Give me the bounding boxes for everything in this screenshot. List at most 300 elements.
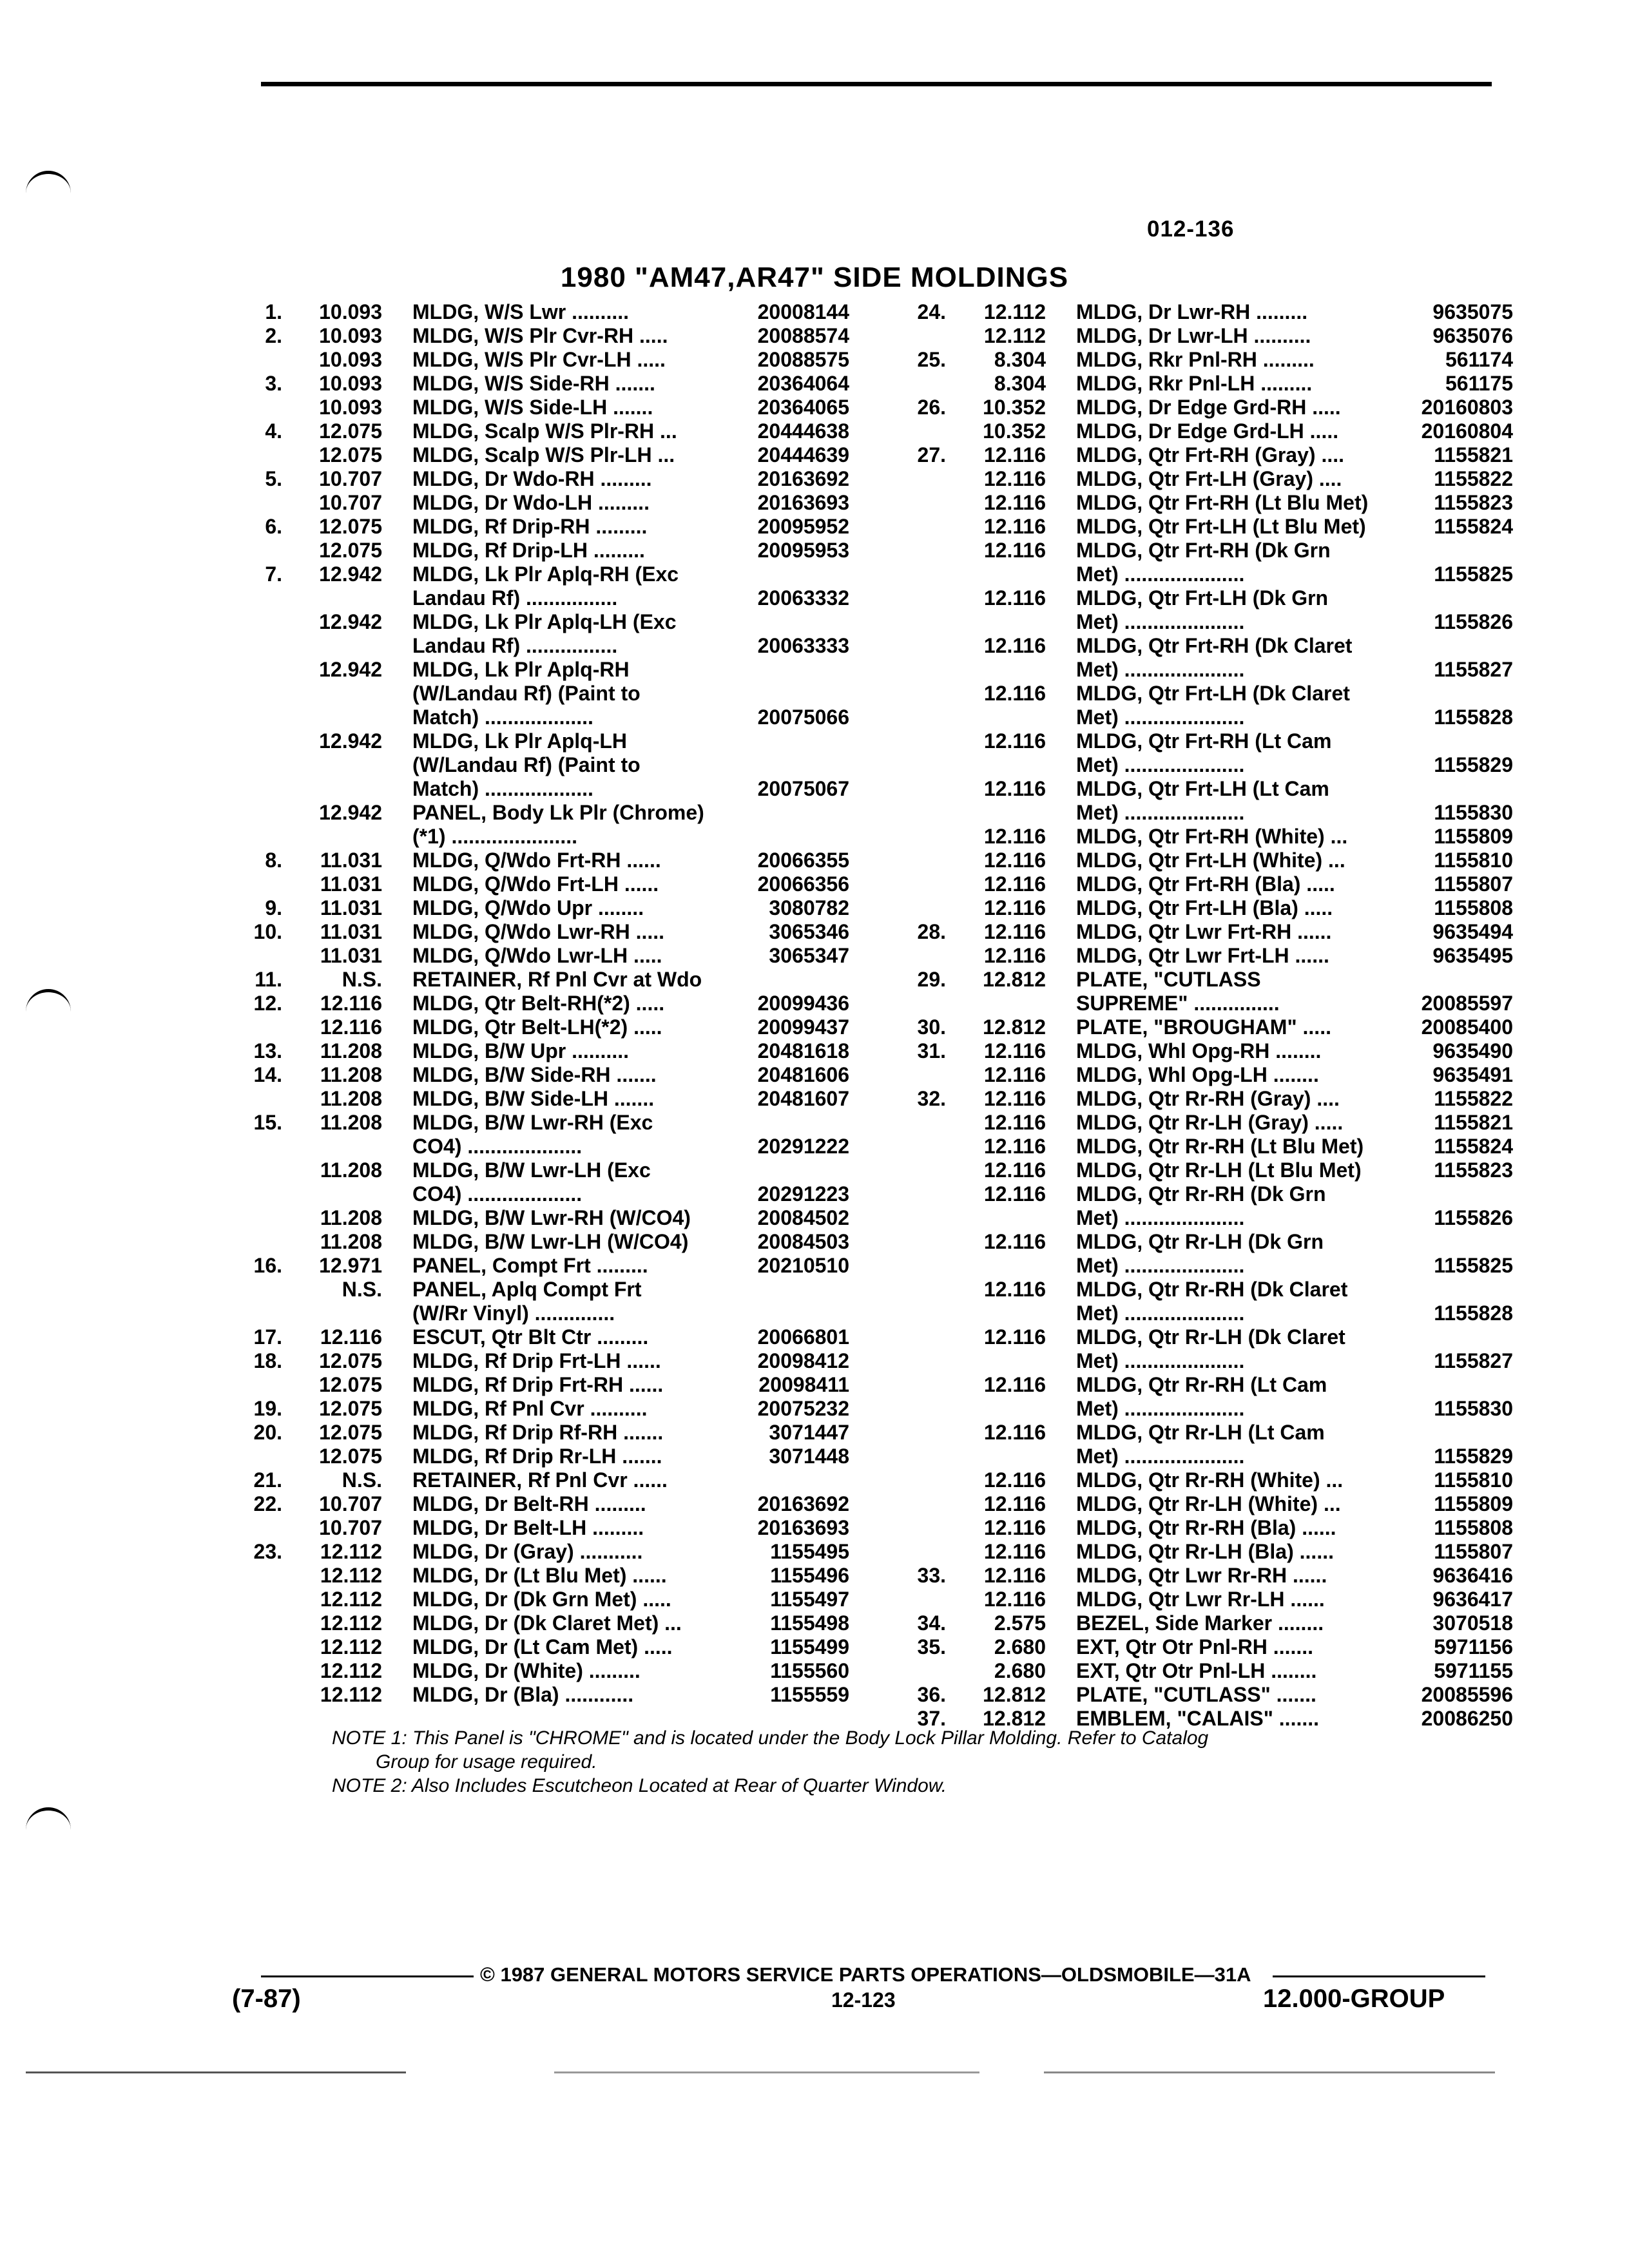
- description: MLDG, Qtr Frt-LH (Lt Cam: [1076, 777, 1329, 800]
- part-number: 3080782: [769, 896, 849, 919]
- description: MLDG, Dr Wdo-LH .........: [412, 491, 650, 514]
- group-code: 12.116: [983, 1492, 1046, 1515]
- group-code: 12.116: [983, 1230, 1046, 1253]
- part-number: 9635490: [1432, 1039, 1513, 1062]
- description: MLDG, Scalp W/S Plr-LH ...: [412, 443, 675, 466]
- group-code: 12.116: [320, 1325, 382, 1349]
- description: MLDG, W/S Plr Cvr-RH .....: [412, 324, 668, 347]
- group-code: 12.116: [983, 920, 1046, 943]
- group-code: 12.112: [320, 1588, 382, 1611]
- description: MLDG, Dr Lwr-LH ..........: [1076, 324, 1311, 347]
- group-code: 10.093: [319, 324, 382, 347]
- description: Met) .....................: [1076, 1397, 1245, 1420]
- bottom-rule-right: [1044, 2071, 1495, 2073]
- part-number: 9635495: [1432, 944, 1513, 967]
- part-number: 1155807: [1434, 1540, 1513, 1563]
- copyright: © 1987 GENERAL MOTORS SERVICE PARTS OPERATIONS—OLDSMOBILE—31A: [480, 1963, 1251, 1986]
- group-code: 11.031: [320, 896, 382, 919]
- description: Met) .....................: [1076, 801, 1245, 824]
- description: MLDG, B/W Lwr-LH (W/CO4): [412, 1230, 689, 1253]
- part-number: 1155822: [1434, 467, 1513, 490]
- description: MLDG, Qtr Rr-LH (White) ...: [1076, 1492, 1341, 1515]
- description: MLDG, Qtr Frt-LH (White) ...: [1076, 849, 1345, 872]
- description: Match) ...................: [412, 777, 593, 800]
- part-number: 1155828: [1434, 1302, 1513, 1325]
- description: MLDG, Qtr Rr-LH (Dk Grn: [1076, 1230, 1324, 1253]
- part-number: 561175: [1445, 372, 1513, 395]
- group-code: 2.680: [994, 1635, 1046, 1658]
- description: MLDG, W/S Lwr ..........: [412, 300, 629, 323]
- group-code: 12.075: [319, 515, 382, 538]
- group-code: 12.116: [983, 1278, 1046, 1301]
- group-code: 11.208: [320, 1206, 382, 1229]
- ref-number: 4.: [265, 419, 282, 443]
- description: MLDG, Qtr Rr-RH (White) ...: [1076, 1468, 1344, 1492]
- part-number: 20088575: [757, 348, 849, 371]
- description: Met) .....................: [1076, 1254, 1245, 1277]
- ref-number: 34.: [917, 1611, 946, 1635]
- group-code: 12.075: [319, 443, 382, 466]
- description: MLDG, B/W Side-RH .......: [412, 1063, 657, 1086]
- part-number: 20095952: [757, 515, 849, 538]
- part-number: 20098411: [758, 1373, 849, 1396]
- group-code: 12.116: [983, 1039, 1046, 1062]
- group-code: 12.112: [983, 300, 1046, 323]
- description: EXT, Qtr Otr Pnl-LH ........: [1076, 1659, 1317, 1682]
- description: MLDG, Qtr Frt-RH (White) ...: [1076, 825, 1348, 848]
- part-number: 20099436: [757, 992, 849, 1015]
- ref-number: 14.: [253, 1063, 282, 1086]
- group-code: 12.075: [319, 419, 382, 443]
- description: Met) .....................: [1076, 562, 1245, 586]
- description: Met) .....................: [1076, 658, 1245, 681]
- description: MLDG, Rkr Pnl-LH .........: [1076, 372, 1313, 395]
- part-number: 1155495: [770, 1540, 849, 1563]
- description: MLDG, Qtr Frt-LH (Lt Blu Met): [1076, 515, 1366, 538]
- footer-date: (7-87): [232, 1984, 301, 2013]
- description: MLDG, Dr Belt-LH .........: [412, 1516, 644, 1539]
- part-number: 1155810: [1434, 1468, 1513, 1492]
- description: MLDG, Dr (Dk Grn Met) .....: [412, 1588, 671, 1611]
- description: MLDG, Lk Plr Aplq-RH: [412, 658, 630, 681]
- ref-number: 6.: [265, 515, 282, 538]
- part-number: 1155499: [770, 1635, 849, 1658]
- ref-number: 8.: [265, 849, 282, 872]
- part-number: 20066801: [757, 1325, 849, 1349]
- part-number: 1155826: [1434, 610, 1513, 633]
- group-code: 12.116: [983, 1063, 1046, 1086]
- group-code: 12.116: [983, 1182, 1046, 1206]
- part-number: 20085597: [1421, 992, 1513, 1015]
- part-number: 9635075: [1432, 300, 1513, 323]
- description: Landau Rf) ................: [412, 634, 618, 657]
- description: MLDG, Rf Drip Frt-RH ......: [412, 1373, 664, 1396]
- description: MLDG, Rf Drip Rf-RH .......: [412, 1421, 664, 1444]
- group-code: 10.707: [319, 467, 382, 490]
- scan-mark-2: [26, 989, 71, 1018]
- description: MLDG, B/W Side-LH .......: [412, 1087, 655, 1110]
- group-code: 12.942: [319, 729, 382, 753]
- description: MLDG, Whl Opg-LH ........: [1076, 1063, 1319, 1086]
- part-number: 1155822: [1434, 1087, 1513, 1110]
- description: PANEL, Aplq Compt Frt: [412, 1278, 642, 1301]
- description: MLDG, Qtr Lwr Rr-RH ......: [1076, 1564, 1327, 1587]
- part-number: 3065346: [769, 920, 849, 943]
- part-number: 561174: [1445, 348, 1513, 371]
- group-code: 12.116: [983, 1325, 1046, 1349]
- group-code: 10.707: [319, 491, 382, 514]
- description: MLDG, Qtr Rr-LH (Gray) .....: [1076, 1111, 1344, 1134]
- group-code: 11.208: [320, 1111, 382, 1134]
- part-number: 20210510: [757, 1254, 849, 1277]
- part-number: 20066356: [757, 872, 849, 896]
- notes: [332, 1726, 1208, 1798]
- description: MLDG, Qtr Rr-RH (Lt Blu Met): [1076, 1135, 1364, 1158]
- part-number: 20160804: [1421, 419, 1513, 443]
- part-number: 20084503: [757, 1230, 849, 1253]
- ref-number: 15.: [253, 1111, 282, 1134]
- group-code: 2.680: [994, 1659, 1046, 1682]
- description: MLDG, Qtr Frt-LH (Dk Grn: [1076, 586, 1329, 610]
- description: MLDG, Qtr Belt-LH(*2) .....: [412, 1015, 662, 1039]
- part-number: 1155807: [1434, 872, 1513, 896]
- description: PLATE, "CUTLASS" .......: [1076, 1683, 1316, 1706]
- ref-number: 28.: [917, 920, 946, 943]
- group-code: 11.208: [320, 1230, 382, 1253]
- group-code: 12.116: [983, 729, 1046, 753]
- part-number: 20291223: [757, 1182, 849, 1206]
- description: MLDG, Dr Edge Grd-LH .....: [1076, 419, 1339, 443]
- group-code: 11.031: [320, 849, 382, 872]
- group-code: 12.075: [319, 1349, 382, 1372]
- group-code: N.S.: [342, 968, 382, 991]
- description: MLDG, Q/Wdo Frt-LH ......: [412, 872, 659, 896]
- note-2: NOTE 2: Also Includes Escutcheon Located at Rear of Quarter Window.: [332, 1775, 947, 1796]
- description: RETAINER, Rf Pnl Cvr at Wdo: [412, 968, 702, 991]
- group-code: 10.093: [319, 348, 382, 371]
- ref-number: 16.: [253, 1254, 282, 1277]
- footer-group: 12.000-GROUP: [1263, 1984, 1445, 2013]
- description: MLDG, Qtr Frt-RH (Dk Grn: [1076, 539, 1331, 562]
- group-code: 12.116: [983, 1468, 1046, 1492]
- page-title: 1980 "AM47,AR47" SIDE MOLDINGS: [560, 262, 1069, 293]
- description: MLDG, Qtr Rr-RH (Lt Cam: [1076, 1373, 1327, 1396]
- part-number: 9635076: [1432, 324, 1513, 347]
- part-number: 20063332: [757, 586, 849, 610]
- description: RETAINER, Rf Pnl Cvr ......: [412, 1468, 668, 1492]
- part-number: 1155823: [1434, 1158, 1513, 1182]
- group-code: 12.116: [983, 896, 1046, 919]
- description: MLDG, Lk Plr Aplq-RH (Exc: [412, 562, 679, 586]
- part-number: 20008144: [757, 300, 849, 323]
- description: MLDG, Rkr Pnl-RH .........: [1076, 348, 1315, 371]
- part-number: 9636417: [1432, 1588, 1513, 1611]
- part-number: 1155827: [1434, 1349, 1513, 1372]
- description: MLDG, Qtr Frt-LH (Dk Claret: [1076, 682, 1350, 705]
- part-number: 20085400: [1421, 1015, 1513, 1039]
- bottom-rule-left: [26, 2071, 406, 2073]
- group-code: 10.707: [319, 1516, 382, 1539]
- description: Met) .....................: [1076, 706, 1245, 729]
- description: MLDG, B/W Lwr-RH (Exc: [412, 1111, 653, 1134]
- description: MLDG, Rf Drip Rr-LH .......: [412, 1445, 662, 1468]
- description: MLDG, Rf Drip-RH .........: [412, 515, 648, 538]
- group-code: 12.112: [320, 1540, 382, 1563]
- part-number: 20066355: [757, 849, 849, 872]
- description: MLDG, B/W Lwr-RH (W/CO4): [412, 1206, 691, 1229]
- part-number: 1155808: [1434, 896, 1513, 919]
- description: MLDG, Qtr Frt-RH (Lt Blu Met): [1076, 491, 1369, 514]
- part-number: 1155497: [770, 1588, 849, 1611]
- description: MLDG, Qtr Frt-RH (Dk Claret: [1076, 634, 1353, 657]
- group-code: 12.942: [319, 658, 382, 681]
- part-number: 1155826: [1434, 1206, 1513, 1229]
- description: MLDG, Rf Drip Frt-LH ......: [412, 1349, 661, 1372]
- part-number: 20088574: [757, 324, 849, 347]
- description: MLDG, Q/Wdo Lwr-LH .....: [412, 944, 662, 967]
- group-code: 12.116: [983, 491, 1046, 514]
- description: PANEL, Body Lk Plr (Chrome): [412, 801, 704, 824]
- description: MLDG, W/S Side-RH .......: [412, 372, 655, 395]
- group-code: 12.116: [983, 1564, 1046, 1587]
- group-code: 12.812: [983, 1015, 1046, 1039]
- part-number: 20444639: [757, 443, 849, 466]
- part-number: 20063333: [757, 634, 849, 657]
- part-number: 20095953: [757, 539, 849, 562]
- part-number: 1155809: [1434, 1492, 1513, 1515]
- group-code: 12.116: [983, 586, 1046, 610]
- part-number: 1155824: [1434, 515, 1513, 538]
- group-code: 12.116: [983, 1373, 1046, 1396]
- part-number: 1155496: [770, 1564, 849, 1587]
- description: SUPREME" ...............: [1076, 992, 1280, 1015]
- part-number: 1155821: [1434, 1111, 1513, 1134]
- group-code: 10.352: [983, 396, 1046, 419]
- description: Met) .....................: [1076, 610, 1245, 633]
- group-code: 10.707: [319, 1492, 382, 1515]
- group-code: 12.116: [983, 1540, 1046, 1563]
- group-code: 11.208: [320, 1039, 382, 1062]
- description: Met) .....................: [1076, 1349, 1245, 1372]
- footer-rule-left: [261, 1975, 474, 1977]
- ref-number: 20.: [253, 1421, 282, 1444]
- description: MLDG, Dr Wdo-RH .........: [412, 467, 652, 490]
- part-number: 1155828: [1434, 706, 1513, 729]
- ref-number: 12.: [253, 992, 282, 1015]
- scan-mark-1: [26, 171, 71, 200]
- note-1-line-2: Group for usage required.: [376, 1751, 597, 1773]
- part-number: 1155823: [1434, 491, 1513, 514]
- group-code: 12.942: [319, 610, 382, 633]
- part-number: 20160803: [1421, 396, 1513, 419]
- part-number: 20099437: [757, 1015, 849, 1039]
- group-code: 12.812: [983, 1683, 1046, 1706]
- description: Met) .....................: [1076, 1445, 1245, 1468]
- description: Met) .....................: [1076, 753, 1245, 776]
- part-number: 9635494: [1432, 920, 1513, 943]
- description: MLDG, Qtr Belt-RH(*2) .....: [412, 992, 665, 1015]
- group-code: 12.116: [983, 1158, 1046, 1182]
- description: MLDG, B/W Lwr-LH (Exc: [412, 1158, 651, 1182]
- group-code: 12.116: [983, 849, 1046, 872]
- part-number: 3065347: [769, 944, 849, 967]
- description: MLDG, Dr Belt-RH .........: [412, 1492, 646, 1515]
- group-code: 8.304: [994, 372, 1046, 395]
- group-code: 12.075: [319, 539, 382, 562]
- description: (W/Rr Vinyl) ..............: [412, 1302, 615, 1325]
- group-code: 12.116: [983, 443, 1046, 466]
- ref-number: 33.: [917, 1564, 946, 1587]
- description: PLATE, "CUTLASS: [1076, 968, 1261, 991]
- part-number: 20075066: [757, 706, 849, 729]
- ref-number: 31.: [917, 1039, 946, 1062]
- description: ESCUT, Qtr Blt Ctr .........: [412, 1325, 649, 1349]
- part-number: 1155829: [1434, 1445, 1513, 1468]
- group-code: 12.116: [983, 1421, 1046, 1444]
- ref-number: 27.: [917, 443, 946, 466]
- description: MLDG, Rf Drip-LH .........: [412, 539, 645, 562]
- part-number: 1155560: [770, 1659, 849, 1682]
- group-code: 11.031: [320, 872, 382, 896]
- group-code: 10.093: [319, 300, 382, 323]
- group-code: 12.812: [983, 1707, 1046, 1730]
- description: MLDG, Qtr Frt-RH (Lt Cam: [1076, 729, 1332, 753]
- ref-number: 21.: [253, 1468, 282, 1492]
- group-code: 12.116: [983, 944, 1046, 967]
- group-code: 12.075: [319, 1397, 382, 1420]
- group-code: 12.116: [983, 777, 1046, 800]
- description: CO4) ....................: [412, 1182, 583, 1206]
- top-rule: [261, 82, 1492, 86]
- ref-number: 26.: [917, 396, 946, 419]
- part-number: 1155808: [1434, 1516, 1513, 1539]
- group-code: N.S.: [342, 1278, 382, 1301]
- ref-number: 7.: [265, 562, 282, 586]
- ref-number: 2.: [265, 324, 282, 347]
- description: MLDG, Rf Pnl Cvr ..........: [412, 1397, 648, 1420]
- group-code: 12.112: [320, 1564, 382, 1587]
- ref-number: 10.: [253, 920, 282, 943]
- description: Met) .....................: [1076, 1206, 1245, 1229]
- part-number: 1155827: [1434, 658, 1513, 681]
- part-number: 20084502: [757, 1206, 849, 1229]
- description: PLATE, "BROUGHAM" .....: [1076, 1015, 1331, 1039]
- part-number: 1155498: [770, 1611, 849, 1635]
- description: MLDG, Qtr Rr-LH (Lt Cam: [1076, 1421, 1325, 1444]
- part-number: 1155825: [1434, 562, 1513, 586]
- description: MLDG, Dr (Bla) ............: [412, 1683, 634, 1706]
- part-number: 3070518: [1432, 1611, 1513, 1635]
- group-code: 12.112: [983, 324, 1046, 347]
- group-code: 12.116: [983, 634, 1046, 657]
- description: MLDG, Dr (Lt Blu Met) ......: [412, 1564, 667, 1587]
- part-number: 20086250: [1421, 1707, 1513, 1730]
- group-code: 11.031: [320, 920, 382, 943]
- ref-number: 13.: [253, 1039, 282, 1062]
- part-number: 20163693: [757, 491, 849, 514]
- description: MLDG, Dr (White) .........: [412, 1659, 641, 1682]
- ref-number: 11.: [255, 968, 282, 991]
- group-code: 12.971: [319, 1254, 382, 1277]
- description: MLDG, W/S Side-LH .......: [412, 396, 653, 419]
- footer-page-number: 12-123: [831, 1988, 896, 2012]
- group-code: 12.116: [320, 1015, 382, 1039]
- part-number: 20163693: [757, 1516, 849, 1539]
- group-code: 12.116: [983, 1135, 1046, 1158]
- part-number: 20444638: [757, 419, 849, 443]
- group-code: 12.112: [320, 1659, 382, 1682]
- description: MLDG, Qtr Lwr Frt-LH ......: [1076, 944, 1329, 967]
- description: MLDG, Lk Plr Aplq-LH (Exc: [412, 610, 677, 633]
- group-code: 12.116: [983, 1588, 1046, 1611]
- part-number: 5971156: [1434, 1635, 1513, 1658]
- description: MLDG, B/W Upr ..........: [412, 1039, 629, 1062]
- description: MLDG, Lk Plr Aplq-LH: [412, 729, 628, 753]
- part-number: 20085596: [1421, 1683, 1513, 1706]
- ref-number: 5.: [265, 467, 282, 490]
- ref-number: 1.: [265, 300, 282, 323]
- description: EXT, Qtr Otr Pnl-RH .......: [1076, 1635, 1314, 1658]
- description: MLDG, Qtr Lwr Frt-RH ......: [1076, 920, 1332, 943]
- description: MLDG, Qtr Rr-RH (Gray) ....: [1076, 1087, 1340, 1110]
- ref-number: 37.: [917, 1707, 946, 1730]
- description: PANEL, Compt Frt .........: [412, 1254, 648, 1277]
- part-number: 20481606: [757, 1063, 849, 1086]
- description: Met) .....................: [1076, 1302, 1245, 1325]
- group-code: 12.942: [319, 801, 382, 824]
- description: MLDG, Qtr Rr-RH (Dk Claret: [1076, 1278, 1348, 1301]
- group-code: 12.116: [983, 1111, 1046, 1134]
- description: MLDG, W/S Plr Cvr-LH .....: [412, 348, 666, 371]
- description: MLDG, Q/Wdo Upr ........: [412, 896, 644, 919]
- part-number: 20163692: [757, 1492, 849, 1515]
- description: MLDG, Scalp W/S Plr-RH ...: [412, 419, 677, 443]
- part-number: 20481618: [757, 1039, 849, 1062]
- ref-number: 17.: [253, 1325, 282, 1349]
- group-code: 12.112: [320, 1635, 382, 1658]
- ref-number: 32.: [917, 1087, 946, 1110]
- group-code: 12.116: [983, 825, 1046, 848]
- group-code: 12.075: [319, 1421, 382, 1444]
- group-code: 10.352: [983, 419, 1046, 443]
- part-number: 1155829: [1434, 753, 1513, 776]
- ref-number: 3.: [265, 372, 282, 395]
- part-number: 20075067: [757, 777, 849, 800]
- bottom-rule-mid: [554, 2071, 979, 2073]
- description: MLDG, Q/Wdo Lwr-RH .....: [412, 920, 665, 943]
- scan-mark-3: [26, 1807, 71, 1836]
- description: Match) ...................: [412, 706, 593, 729]
- note-1-line-1: NOTE 1: This Panel is "CHROME" and is located under the Body Lock Pillar Molding. Refer to Catalog: [332, 1727, 1209, 1749]
- ref-number: 9.: [265, 896, 282, 919]
- part-number: 20364065: [757, 396, 849, 419]
- description: MLDG, Q/Wdo Frt-RH ......: [412, 849, 661, 872]
- description: (*1) ......................: [412, 825, 578, 848]
- group-code: 12.812: [983, 968, 1046, 991]
- group-code: 12.116: [983, 539, 1046, 562]
- group-code: 12.075: [319, 1445, 382, 1468]
- part-number: 9636416: [1432, 1564, 1513, 1587]
- description: MLDG, Dr Lwr-RH .........: [1076, 300, 1308, 323]
- group-code: 12.116: [983, 872, 1046, 896]
- description: MLDG, Qtr Frt-RH (Gray) ....: [1076, 443, 1344, 466]
- group-code: 12.116: [983, 515, 1046, 538]
- description: (W/Landau Rf) (Paint to: [412, 682, 641, 705]
- group-code: 12.116: [983, 682, 1046, 705]
- description: MLDG, Qtr Frt-LH (Gray) ....: [1076, 467, 1342, 490]
- description: MLDG, Qtr Rr-LH (Lt Blu Met): [1076, 1158, 1362, 1182]
- ref-number: 35.: [917, 1635, 946, 1658]
